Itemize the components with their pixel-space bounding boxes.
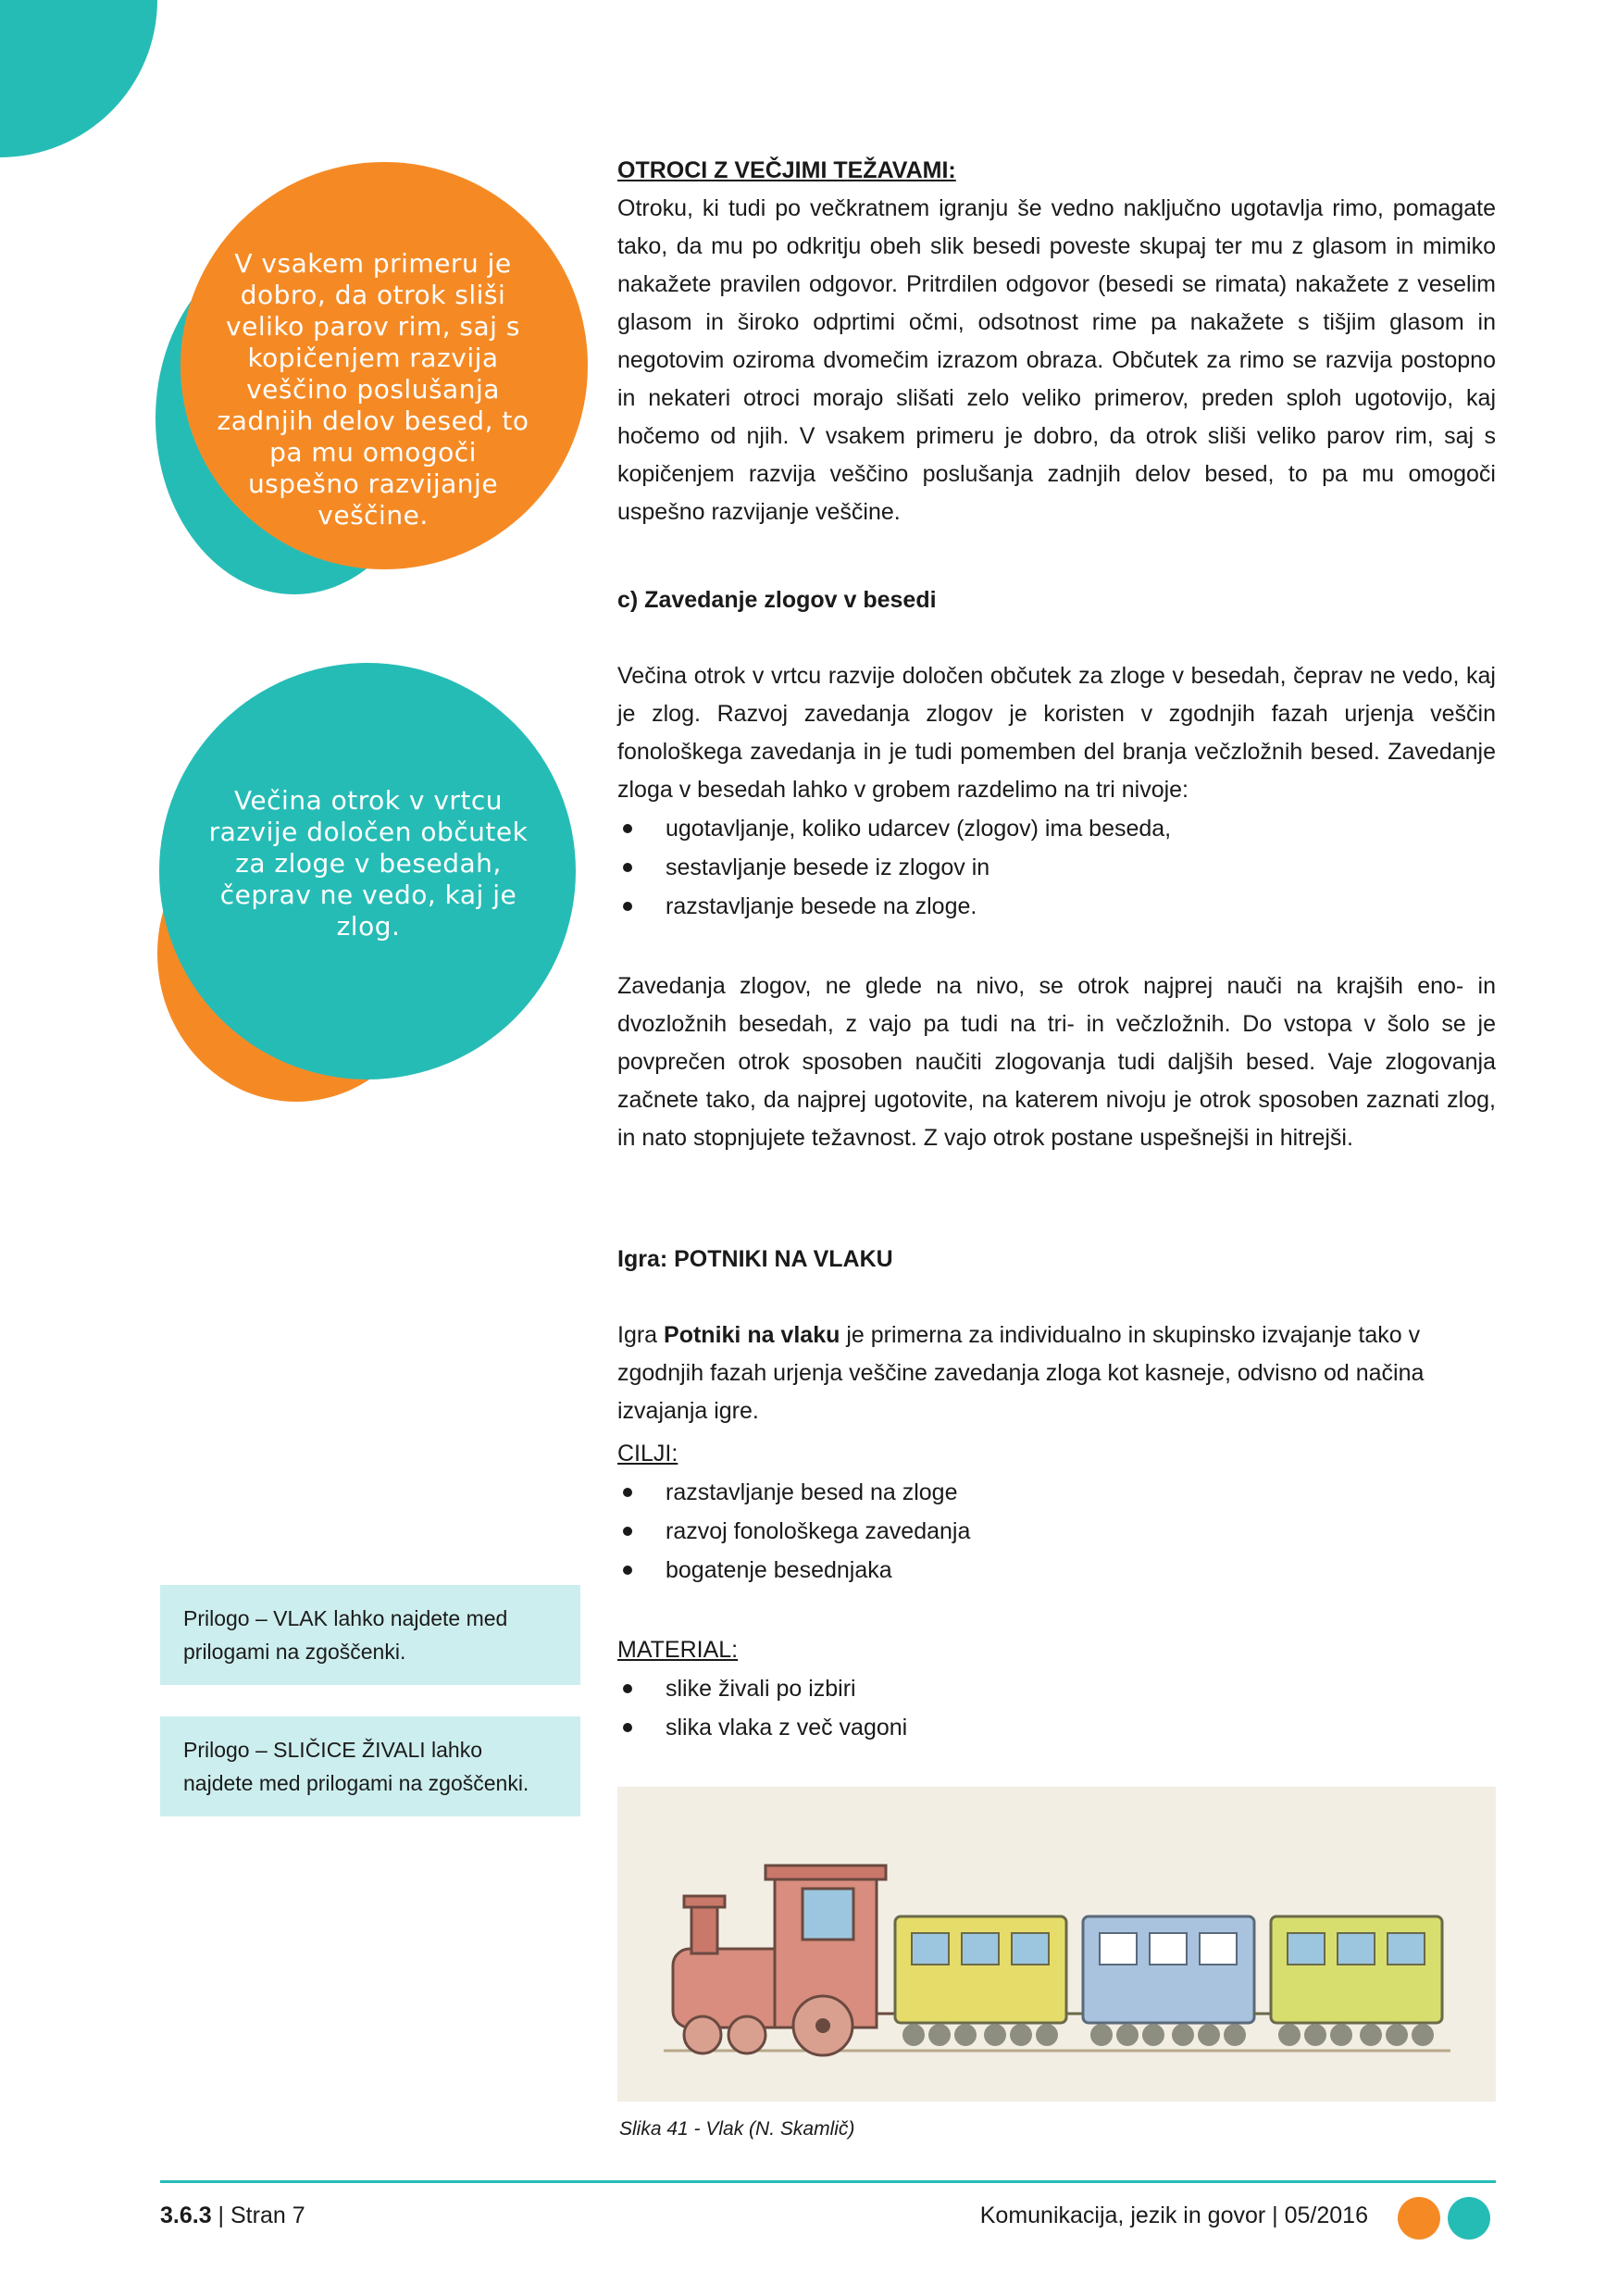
paragraph: Otroku, ki tudi po večkratnem igranju še vedno naključno ugotavlja rimo, pomagate tako, da mu po odkritju obeh slik besedi poveste skupaj ter mu z glasom in mimiko nakažete pravilen odgovor. Pritrdilen odgovor (besedi se rimata) nakažete z veselim glasom in široko odprtimi očmi, odsotnost rime pa nakažete s tišjim glasom in negotovim oziroma dvomečim izrazom obraza. Občutek za rimo se razvija postopno in nekateri otroci morajo slišati zelo veliko primerov, preden sploh ugotovijo, kaj hočemo od njih. V vsakem primeru je dobro, da otrok sliši veliko parov rim, saj s kopičenjem razvija veščino poslušanja zadnjih delov besed, to pa mu omogoči uspešno razvijanje veščine. — [617, 195, 1496, 525]
footer-dot-teal — [1448, 2197, 1490, 2240]
corner-decoration — [0, 0, 157, 157]
train-illustration — [617, 1787, 1496, 2102]
list-item: sestavljanje besede iz zlogov in — [617, 848, 1496, 887]
material-heading: MATERIAL: — [617, 1637, 739, 1663]
section-syllables-body — [617, 657, 1496, 926]
game-section — [617, 1241, 1496, 1279]
footer-divider — [160, 2180, 1496, 2183]
wagon — [1271, 1916, 1442, 2046]
goals-list — [617, 1473, 1496, 1590]
section-heading: Igra: POTNIKI NA VLAKU — [617, 1246, 893, 1272]
footer-right — [980, 2202, 1368, 2229]
game-name: Potniki na vlaku — [664, 1322, 840, 1348]
game-intro — [617, 1316, 1496, 1430]
intro-text: Igra — [617, 1322, 665, 1348]
bubble-text-rhyme: V vsakem primeru je dobro, da otrok sliši veliko parov rim, saj s kopičenjem razvija veščino poslušanja zadnjih delov besed, to pa mu omogoči uspešno razvijanje veščine. — [217, 248, 529, 530]
list-item: slika vlaka z več vagoni — [617, 1708, 1496, 1747]
section-heading: c) Zavedanje zlogov v besedi — [617, 587, 937, 613]
footer-dot-orange — [1398, 2197, 1440, 2240]
section-syllables — [617, 581, 1496, 619]
list-item: slike živali po izbiri — [617, 1669, 1496, 1708]
publication-title: Komunikacija, jezik in govor — [979, 2202, 1266, 2228]
note-box-train: Prilogo – VLAK lahko najdete med prilogami na zgoščenki. — [160, 1585, 580, 1685]
page-number: Stran 7 — [230, 2202, 305, 2228]
wagon — [895, 1916, 1066, 2046]
levels-list — [617, 809, 1496, 926]
publication-date: 05/2016 — [1284, 2202, 1368, 2228]
list-item: razstavljanje besed na zloge — [617, 1473, 1496, 1512]
goals-block — [617, 1435, 1496, 1590]
figure-caption: Slika 41 - Vlak (N. Skamlič) — [619, 2118, 855, 2140]
list-item: razvoj fonološkega zavedanja — [617, 1512, 1496, 1551]
bubble-text-syllables: Večina otrok v vrtcu razvije določen občutek za zloge v besedah, čeprav ne vedo, kaj je zlog. — [208, 785, 529, 942]
material-block — [617, 1631, 1496, 1747]
goals-heading: CILJI: — [617, 1441, 678, 1466]
train-drawing — [617, 1787, 1496, 2102]
list-item: bogatenje besednjaka — [617, 1551, 1496, 1590]
paragraph: Večina otrok v vrtcu razvije določen občutek za zloge v besedah, čeprav ne vedo, kaj je zlog. Razvoj zavedanja zlogov je koristen v zgodnjih fazah urjenja veščin fonološkega zavedanja in je tudi pomemben del branja večzložnih besed. Zavedanje zloga v besedah lahko v grobem razdelimo na tri nivoje: — [617, 663, 1496, 803]
section-syllables-closing — [617, 967, 1496, 1157]
footer-left — [160, 2202, 305, 2229]
paragraph — [617, 1316, 1496, 1430]
footer-separator: | — [211, 2202, 230, 2228]
list-item: ugotavljanje, koliko udarcev (zlogov) ima beseda, — [617, 809, 1496, 848]
section-number: 3.6.3 — [160, 2202, 212, 2228]
section-difficulties — [617, 152, 1496, 531]
section-heading: OTROCI Z VEČJIMI TEŽAVAMI: — [617, 157, 956, 183]
intro-text: je primerna za individualno in skupinsko izvajanje tako v zgodnjih fazah urjenja veščine zavedanja zloga kot kasneje, odvisno od načina izvajanja igre. — [617, 1322, 1425, 1424]
material-list — [617, 1669, 1496, 1747]
locomotive — [673, 1866, 895, 2055]
footer-separator: | — [1265, 2202, 1285, 2228]
wagon — [1083, 1916, 1254, 2046]
list-item: razstavljanje besede na zloge. — [617, 887, 1496, 926]
paragraph: Zavedanja zlogov, ne glede na nivo, se otrok najprej nauči na krajših eno- in dvozložnih besedah, z vajo pa tudi na tri- in večzložnih. Do vstopa v šolo se je povprečen otrok sposoben naučiti zlogovanja tudi daljših besed. Vaje zlogovanja začnete tako, da najprej ugotovite, na katerem nivoju je otrok sposoben zaznati zlog, in nato stopnjujete težavnost. Z vajo otrok postane uspešnejši in hitrejši. — [617, 973, 1496, 1151]
note-box-animals: Prilogo – SLIČICE ŽIVALI lahko najdete med prilogami na zgoščenki. — [160, 1716, 580, 1816]
